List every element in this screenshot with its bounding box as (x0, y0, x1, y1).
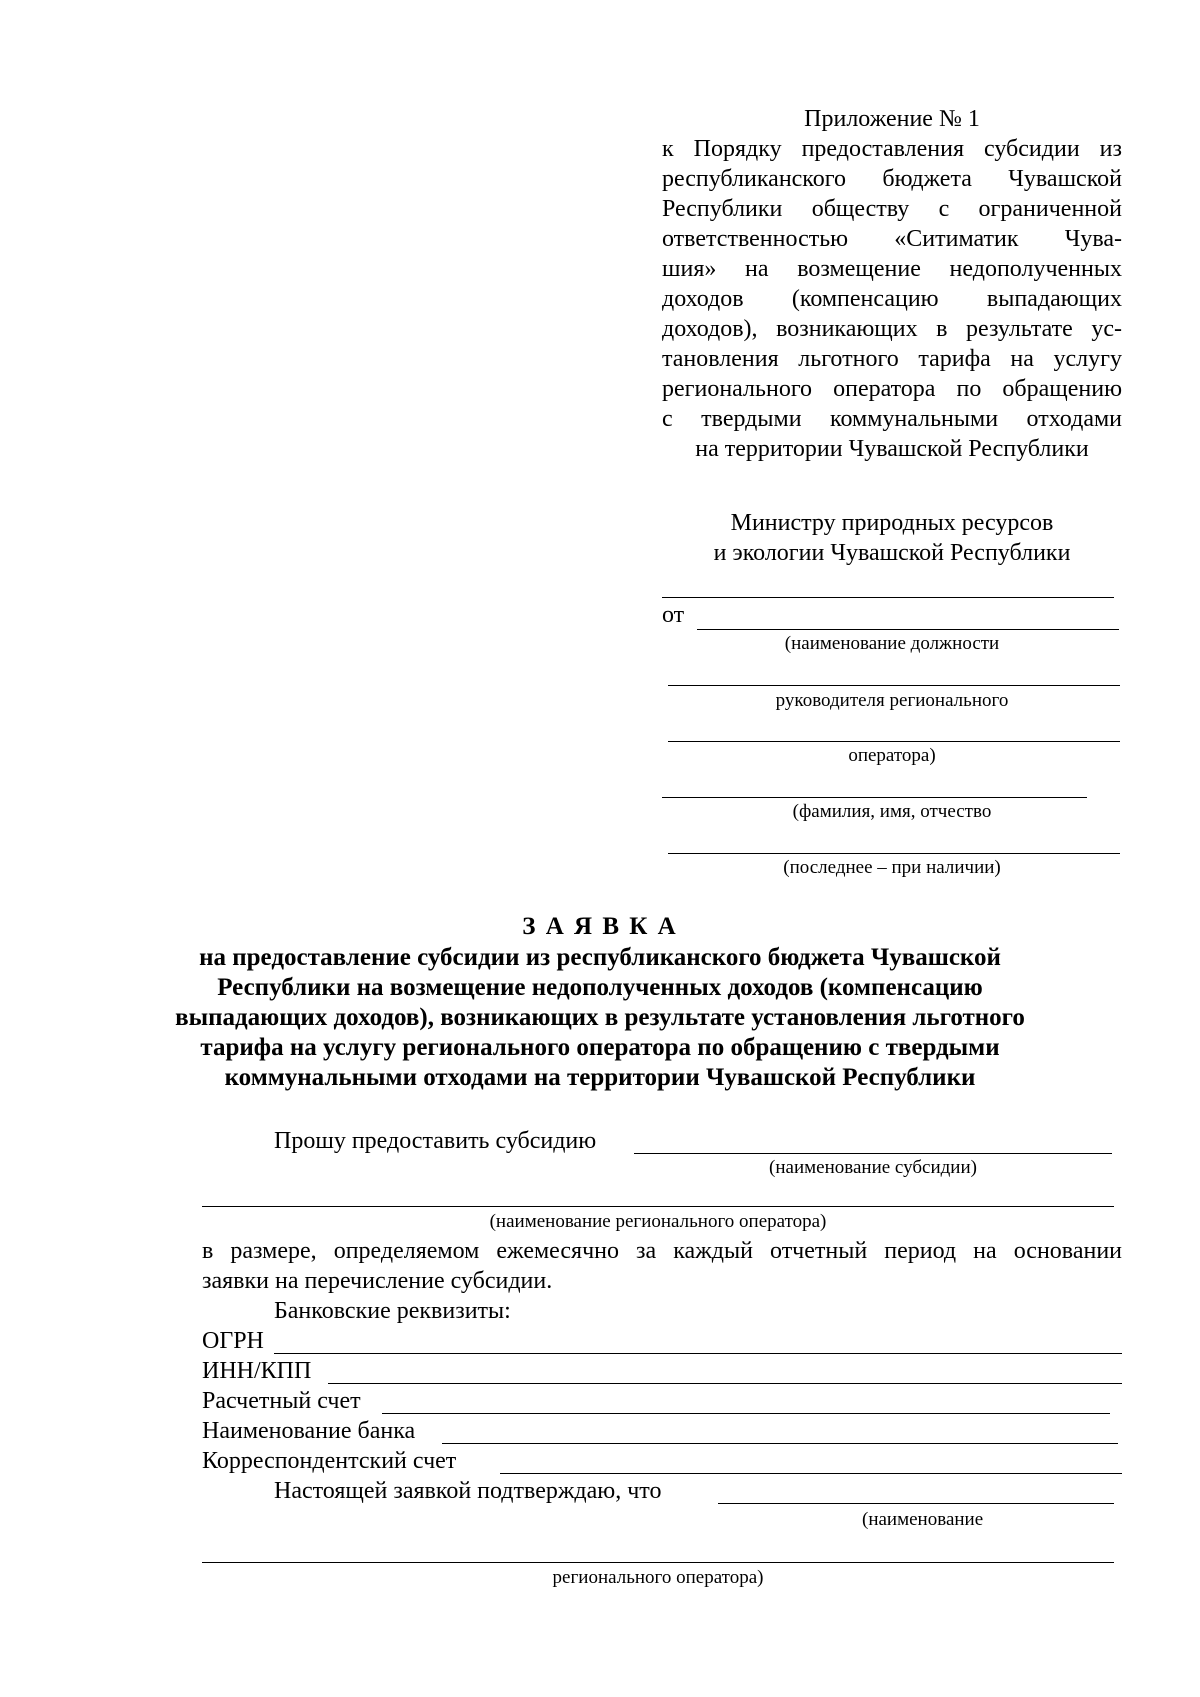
name-blank-line (662, 797, 1087, 798)
hint-regop: регионального оператора) (552, 1567, 764, 1588)
appendix-line: доходов (компенсацию выпадающих (662, 286, 1122, 312)
from-label: от (662, 602, 685, 628)
appendix-line: Республики обществу с ограниченной (662, 196, 1122, 222)
size-line1: в размере, определяемом ежемесячно за каждый отчетный период на основании (202, 1238, 1122, 1264)
appendix-line: доходов), возникающих в результате ус- (662, 316, 1122, 342)
bank-name-blank-line (442, 1443, 1118, 1444)
hint-name: (наименование (862, 1509, 984, 1530)
corr-account-label: Корреспондентский счет (202, 1448, 457, 1474)
hint-subsidy: (наименование субсидии) (769, 1157, 977, 1178)
addressee-line1: Министру природных ресурсов (730, 510, 1054, 536)
appendix-line: на территории Чувашской Республики (695, 436, 1089, 462)
from-blank-line (697, 629, 1119, 630)
head-blank-line (668, 741, 1120, 742)
title-line: коммунальными отходами на территории Чувашской Республики (224, 1064, 976, 1091)
hint-position: (наименование должности (784, 633, 1000, 654)
subsidy-blank-line (634, 1153, 1112, 1154)
inn-blank-line (328, 1383, 1122, 1384)
account-label: Расчетный счет (202, 1388, 361, 1414)
document-heading: З А Я В К А (522, 913, 678, 940)
ogrn-blank-line (274, 1353, 1122, 1354)
account-blank-line (382, 1413, 1110, 1414)
appendix-line: шия» на возмещение недополученных (662, 256, 1122, 282)
hint-fio: (фамилия, имя, отчество (792, 801, 992, 822)
bank-title: Банковские реквизиты: (274, 1298, 511, 1324)
appendix-line: тановления льготного тарифа на услугу (662, 346, 1122, 372)
addressee-blank-line (662, 597, 1114, 598)
title-line: на предоставление субсидии из республиканского бюджета Чувашской (199, 944, 1001, 971)
fio-blank-line (668, 853, 1120, 854)
document-title (140, 943, 1060, 1093)
appendix-line: регионального оператора по обращению (662, 376, 1122, 402)
position-blank-line (668, 685, 1120, 686)
hint-operator-close: оператора) (848, 745, 936, 766)
inn-label: ИНН/КПП (202, 1358, 312, 1384)
hint-head: руководителя регионального (775, 690, 1009, 711)
addressee-line2: и экологии Чувашской Республики (713, 540, 1071, 566)
appendix-line: республиканского бюджета Чувашской (662, 166, 1122, 192)
title-line: Республики на возмещение недополученных доходов (компенсацию (217, 974, 983, 1001)
ogrn-label: ОГРН (202, 1328, 264, 1354)
size-line2: заявки на перечисление субсидии. (202, 1268, 553, 1294)
confirm-blank-line (718, 1503, 1114, 1504)
title-line: тарифа на услугу регионального оператора по обращению с твердыми (200, 1034, 1000, 1061)
appendix-line: ответственностью «Ситиматик Чува- (662, 226, 1122, 252)
request-text: Прошу предоставить субсидию (274, 1128, 597, 1154)
appendix-line: к Порядку предоставления субсидии из (662, 136, 1122, 162)
corr-account-blank-line (500, 1473, 1122, 1474)
operator-blank-line (202, 1206, 1114, 1207)
title-line: выпадающих доходов), возникающих в результате установления льготного (175, 1004, 1025, 1031)
confirm-text: Настоящей заявкой подтверждаю, что (274, 1478, 662, 1504)
appendix-line: с твердыми коммунальными отходами (662, 406, 1122, 432)
hint-patronymic: (последнее – при наличии) (783, 857, 1001, 878)
bank-name-label: Наименование банка (202, 1418, 416, 1444)
appendix-text (662, 134, 1122, 464)
appendix-number: Приложение № 1 (804, 106, 980, 132)
hint-operator: (наименование регионального оператора) (489, 1211, 827, 1232)
regop-blank-line (202, 1562, 1114, 1563)
